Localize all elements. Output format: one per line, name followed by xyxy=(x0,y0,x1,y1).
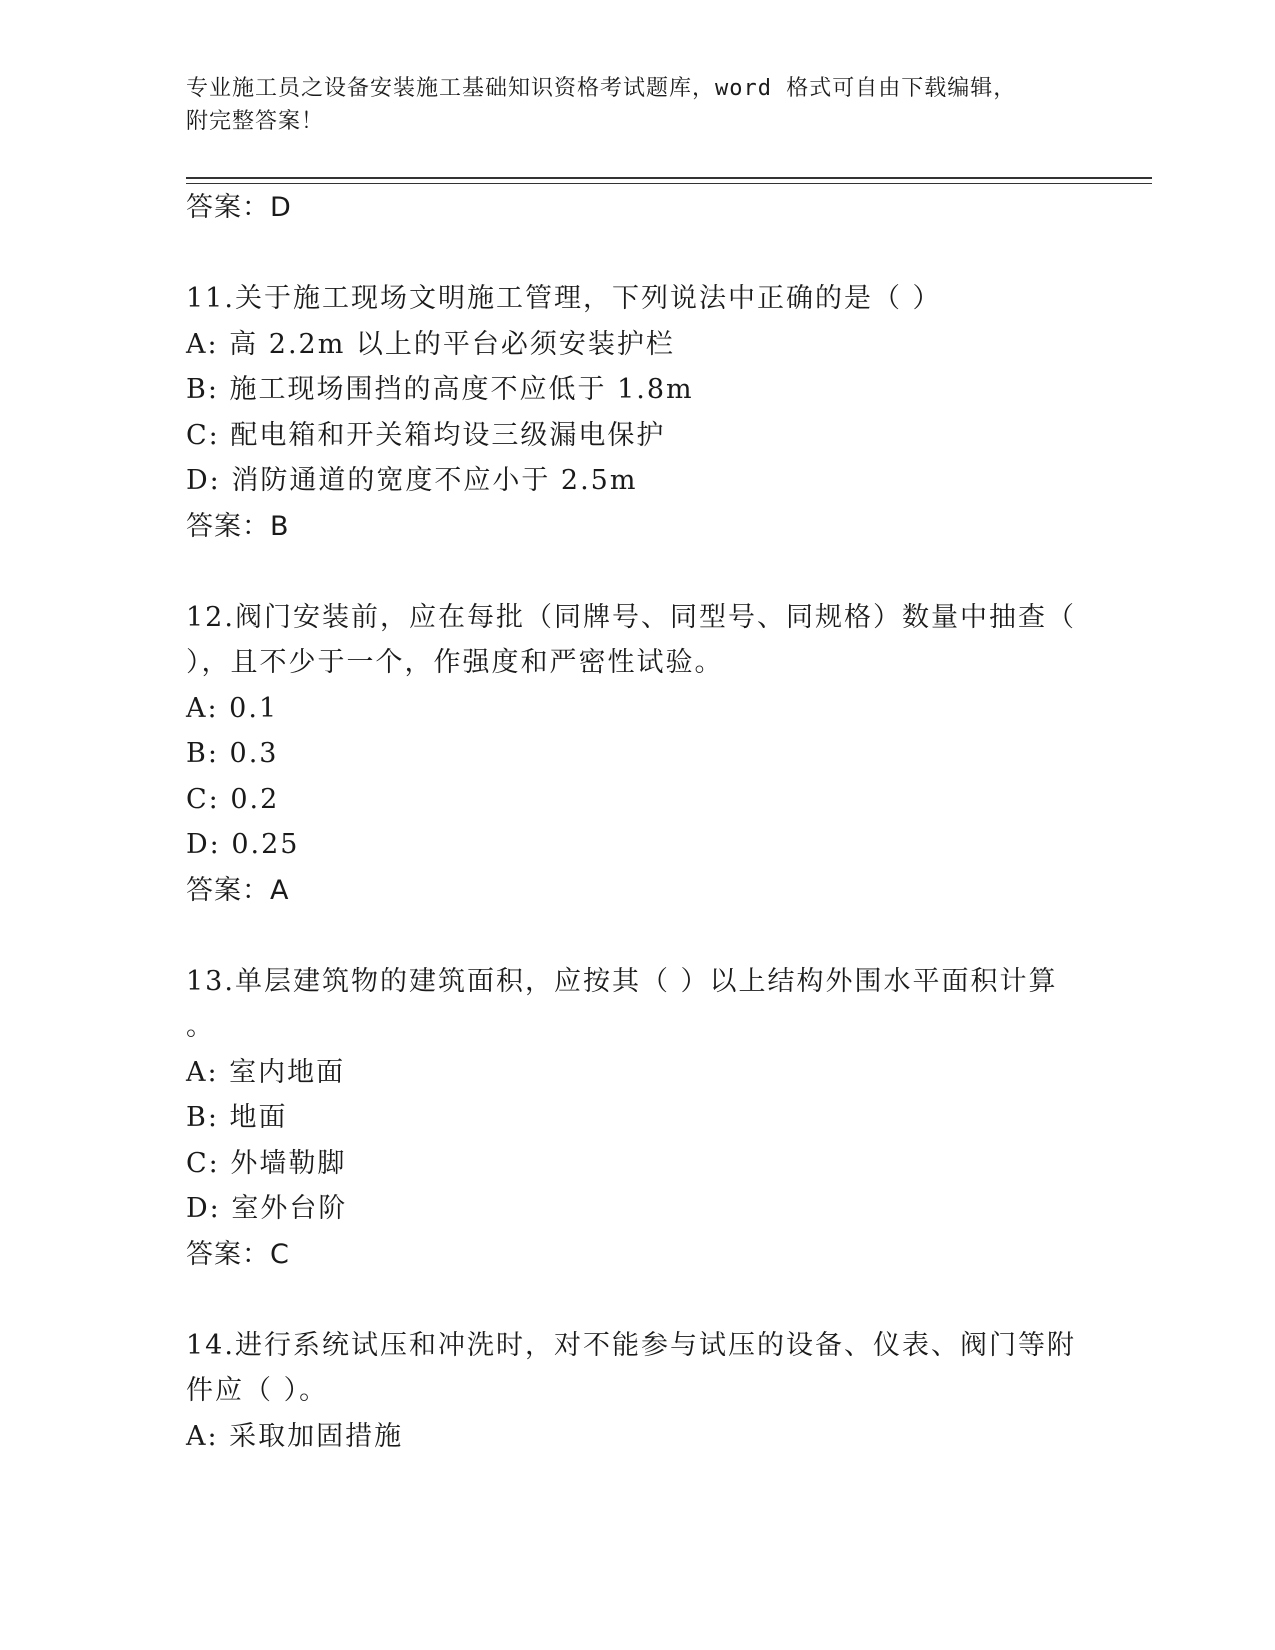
question-text: 14.进行系统试压和冲洗时，对不能参与试压的设备、仪表、阀门等附 xyxy=(186,1329,1076,1361)
option-b: B: 0.3 xyxy=(186,738,279,769)
option-d: D: 0.25 xyxy=(186,829,300,860)
header-line-1: 专业施工员之设备安装施工基础知识资格考试题库，word 格式可自由下载编辑， xyxy=(186,76,1017,101)
answer-label: 答案：B xyxy=(186,510,290,542)
question-text: ），且不少于一个，作强度和严密性试验。 xyxy=(186,647,724,678)
question-block xyxy=(186,595,1086,914)
spacer xyxy=(186,1277,1086,1323)
answer-label: 答案：C xyxy=(186,1238,290,1270)
option-a: A: 0.1 xyxy=(186,692,279,724)
spacer xyxy=(186,231,1086,277)
question-list xyxy=(186,185,1086,1459)
option-d: D: 消防通道的宽度不应小于 2.5m xyxy=(186,465,638,496)
question-block xyxy=(186,276,1086,549)
answer-label: 答案：D xyxy=(186,192,292,223)
question-text: 。 xyxy=(186,1011,215,1042)
spacer xyxy=(186,913,1086,959)
question-text: 12.阀门安装前，应在每批（同牌号、同型号、同规格）数量中抽查（ xyxy=(186,601,1076,633)
option-b: B: 施工现场围挡的高度不应低于 1.8m xyxy=(186,374,694,405)
answer-label: 答案：A xyxy=(186,874,290,906)
option-c: C: 配电箱和开关箱均设三级漏电保护 xyxy=(186,419,666,451)
option-a: A: 采取加固措施 xyxy=(186,1420,404,1452)
header-rule-thick xyxy=(186,177,1152,179)
option-c: C: 外墙勒脚 xyxy=(186,1147,347,1179)
question-block xyxy=(186,959,1086,1278)
question-text: 11.关于施工现场文明施工管理，下列说法中正确的是（ ） xyxy=(186,283,942,314)
option-a: A: 室内地面 xyxy=(186,1056,346,1088)
question-text: 13.单层建筑物的建筑面积，应按其（ ）以上结构外围水平面积计算 xyxy=(186,965,1058,997)
option-c: C: 0.2 xyxy=(186,783,280,815)
question-block xyxy=(186,1323,1086,1460)
header-rule-thin xyxy=(186,183,1152,184)
spacer xyxy=(186,549,1086,595)
option-b: B: 地面 xyxy=(186,1102,288,1133)
question-text: 件应（ ）。 xyxy=(186,1375,329,1406)
option-d: D: 室外台阶 xyxy=(186,1193,348,1224)
document-header xyxy=(186,72,1066,138)
option-a: A: 高 2.2m 以上的平台必须安装护栏 xyxy=(186,328,675,360)
header-line-2: 附完整答案！ xyxy=(186,109,325,134)
